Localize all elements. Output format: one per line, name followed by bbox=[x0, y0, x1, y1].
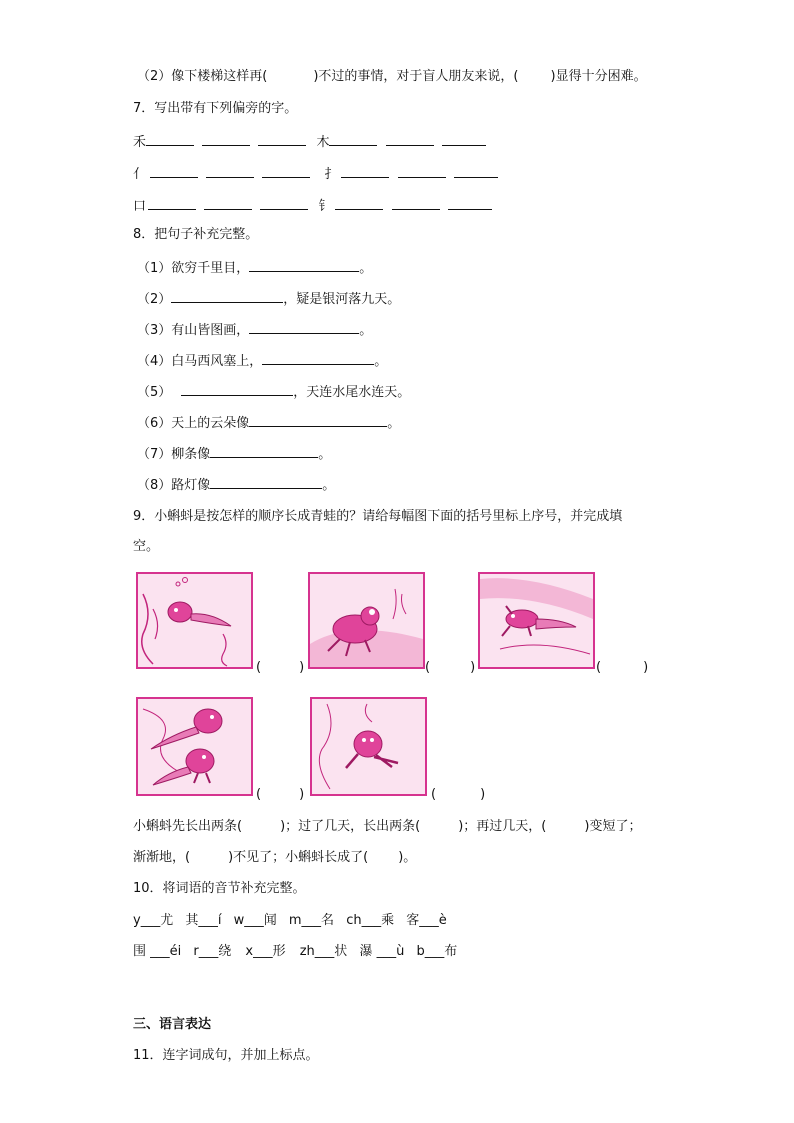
frog-picture bbox=[308, 572, 425, 669]
q6-item2-text-b: )不过的事情，对于盲人朋友来说，( bbox=[313, 69, 519, 84]
answer-blank[interactable] bbox=[202, 132, 250, 146]
q9-title-line1: 9．小蝌蚪是按怎样的顺序长成青蛙的？请给每幅图下面的括号里标上序号，并完成填 bbox=[133, 509, 623, 524]
q6-item2-text-c: )显得十分困难。 bbox=[550, 69, 647, 84]
paren-close: ) bbox=[470, 660, 476, 675]
q9-fill-text: )；再过几天，( bbox=[458, 819, 547, 834]
paren-close: ) bbox=[643, 660, 649, 675]
pinyin-item[interactable]: zh___状 bbox=[299, 944, 348, 959]
paren-open: ( bbox=[431, 787, 437, 802]
q9-fill-line2 bbox=[133, 849, 416, 867]
q8-item-text: 。 bbox=[359, 323, 373, 338]
q8-item-text: （4）白马西风塞上， bbox=[137, 354, 263, 369]
answer-blank[interactable] bbox=[442, 132, 486, 146]
q8-item-text: （7）柳条像 bbox=[137, 447, 211, 462]
q8-item-text: 。 bbox=[318, 447, 332, 462]
paren-close: ) bbox=[299, 787, 305, 802]
tadpole-four-legs-picture bbox=[478, 572, 595, 669]
q8-item-6 bbox=[137, 413, 400, 433]
answer-blank[interactable] bbox=[258, 132, 306, 146]
q10-row2 bbox=[133, 943, 457, 961]
q9-fill-line1 bbox=[133, 818, 641, 836]
q8-item-text: 。 bbox=[322, 478, 336, 493]
tadpole-four-legs-illustration bbox=[480, 574, 593, 667]
q8-item-text: （6）天上的云朵像 bbox=[137, 416, 250, 431]
order-paren-3[interactable] bbox=[596, 659, 648, 677]
answer-blank[interactable] bbox=[386, 132, 434, 146]
answer-blank[interactable] bbox=[398, 164, 446, 178]
answer-blank[interactable] bbox=[392, 196, 440, 210]
q10-row1 bbox=[133, 912, 447, 930]
pinyin-item[interactable]: ch___乘 bbox=[346, 913, 395, 928]
radical-ren: 亻 bbox=[133, 167, 147, 182]
q8-item-2 bbox=[137, 289, 400, 309]
q8-item-text: 。 bbox=[387, 416, 401, 431]
answer-blank[interactable] bbox=[329, 132, 377, 146]
answer-blank[interactable] bbox=[171, 289, 283, 303]
answer-blank[interactable] bbox=[148, 196, 196, 210]
radical-kou: 口 bbox=[133, 199, 147, 214]
q9-fill-text: )；过了几天，长出两条( bbox=[280, 819, 421, 834]
answer-blank[interactable] bbox=[181, 382, 293, 396]
paren-close: ) bbox=[299, 660, 305, 675]
froglet-illustration bbox=[312, 699, 425, 794]
q8-item-text: 。 bbox=[374, 354, 388, 369]
pinyin-item[interactable]: y___尤 bbox=[133, 913, 174, 928]
pinyin-item[interactable]: 围 ___éi bbox=[133, 944, 182, 959]
froglet-picture bbox=[310, 697, 427, 796]
q11-title: 11．连字词成句，并加上标点。 bbox=[133, 1048, 319, 1063]
radical-jin: 钅 bbox=[318, 199, 332, 214]
q7-title: 7．写出带有下列偏旁的字。 bbox=[133, 101, 298, 116]
answer-blank[interactable] bbox=[249, 413, 387, 427]
pinyin-item[interactable]: b___布 bbox=[416, 944, 458, 959]
q9-fill-text: )。 bbox=[398, 850, 417, 865]
q8-item-3 bbox=[137, 320, 372, 340]
section-title: 三、语言表达 bbox=[133, 1017, 212, 1032]
q8-item-text: （3）有山皆图画， bbox=[137, 323, 250, 338]
q8-item-4 bbox=[137, 351, 387, 371]
answer-blank[interactable] bbox=[150, 164, 198, 178]
tadpole-hind-legs-illustration bbox=[138, 699, 251, 794]
answer-blank[interactable] bbox=[249, 258, 359, 272]
q8-item-7 bbox=[137, 444, 331, 464]
q8-item-5 bbox=[137, 382, 410, 402]
q8-item-text: ，天连水尾水连天。 bbox=[293, 385, 411, 400]
q7-row1 bbox=[133, 132, 486, 152]
q7-row2 bbox=[133, 164, 498, 184]
q8-item-text: （8）路灯像 bbox=[137, 478, 211, 493]
q8-title: 8．把句子补充完整。 bbox=[133, 227, 259, 242]
pinyin-item[interactable]: 其___í bbox=[185, 913, 222, 928]
paren-close: ) bbox=[480, 787, 486, 802]
q8-item-text: ，疑是银河落九天。 bbox=[283, 292, 401, 307]
radical-shou: 扌 bbox=[324, 167, 338, 182]
answer-blank[interactable] bbox=[210, 444, 318, 458]
paren-open: ( bbox=[596, 660, 602, 675]
radical-mu: 木 bbox=[316, 135, 330, 150]
pinyin-item[interactable]: w___闻 bbox=[233, 913, 277, 928]
answer-blank[interactable] bbox=[249, 320, 359, 334]
answer-blank[interactable] bbox=[146, 132, 194, 146]
answer-blank[interactable] bbox=[204, 196, 252, 210]
q7-row3 bbox=[133, 196, 492, 216]
q6-item2 bbox=[137, 68, 647, 86]
q8-item-text: （2） bbox=[137, 292, 172, 307]
answer-blank[interactable] bbox=[341, 164, 389, 178]
answer-blank[interactable] bbox=[262, 164, 310, 178]
q10-title: 10．将词语的音节补充完整。 bbox=[133, 881, 306, 896]
tadpole-hind-legs-picture bbox=[136, 697, 253, 796]
q8-item-8 bbox=[137, 475, 335, 495]
answer-blank[interactable] bbox=[206, 164, 254, 178]
q9-fill-text: 小蝌蚪先长出两条( bbox=[133, 819, 243, 834]
radical-he: 禾 bbox=[133, 135, 147, 150]
paren-open: ( bbox=[425, 660, 431, 675]
pinyin-item[interactable]: 瀑 ___ù bbox=[359, 944, 405, 959]
answer-blank[interactable] bbox=[262, 351, 374, 365]
q8-item-text: （1）欲穷千里目， bbox=[137, 261, 250, 276]
paren-open: ( bbox=[256, 660, 262, 675]
order-paren-1[interactable] bbox=[256, 659, 304, 677]
q6-item2-text-a: （2）像下楼梯这样再( bbox=[137, 69, 268, 84]
answer-blank[interactable] bbox=[335, 196, 383, 210]
q8-item-text: 。 bbox=[359, 261, 373, 276]
paren-open: ( bbox=[256, 787, 262, 802]
q9-title-line2: 空。 bbox=[133, 539, 160, 554]
q9-fill-text: 渐渐地，( bbox=[133, 850, 191, 865]
pinyin-item[interactable]: r___绕 bbox=[193, 944, 232, 959]
answer-blank[interactable] bbox=[260, 196, 308, 210]
tadpole-illustration bbox=[138, 574, 251, 667]
q9-fill-text: )不见了；小蝌蚪长成了( bbox=[228, 850, 369, 865]
answer-blank[interactable] bbox=[454, 164, 498, 178]
order-paren-4[interactable] bbox=[256, 786, 304, 804]
q8-item-text: （5） bbox=[137, 385, 172, 400]
pinyin-item[interactable]: m___名 bbox=[288, 913, 335, 928]
tadpole-picture bbox=[136, 572, 253, 669]
pinyin-item[interactable]: 客___è bbox=[406, 913, 447, 928]
order-paren-2[interactable] bbox=[425, 659, 475, 677]
answer-blank[interactable] bbox=[210, 475, 322, 489]
answer-blank[interactable] bbox=[448, 196, 492, 210]
order-paren-5[interactable] bbox=[431, 786, 485, 804]
pinyin-item[interactable]: x___形 bbox=[245, 944, 286, 959]
q9-fill-text: )变短了； bbox=[584, 819, 642, 834]
q8-item-1 bbox=[137, 258, 372, 278]
frog-illustration bbox=[310, 574, 423, 667]
